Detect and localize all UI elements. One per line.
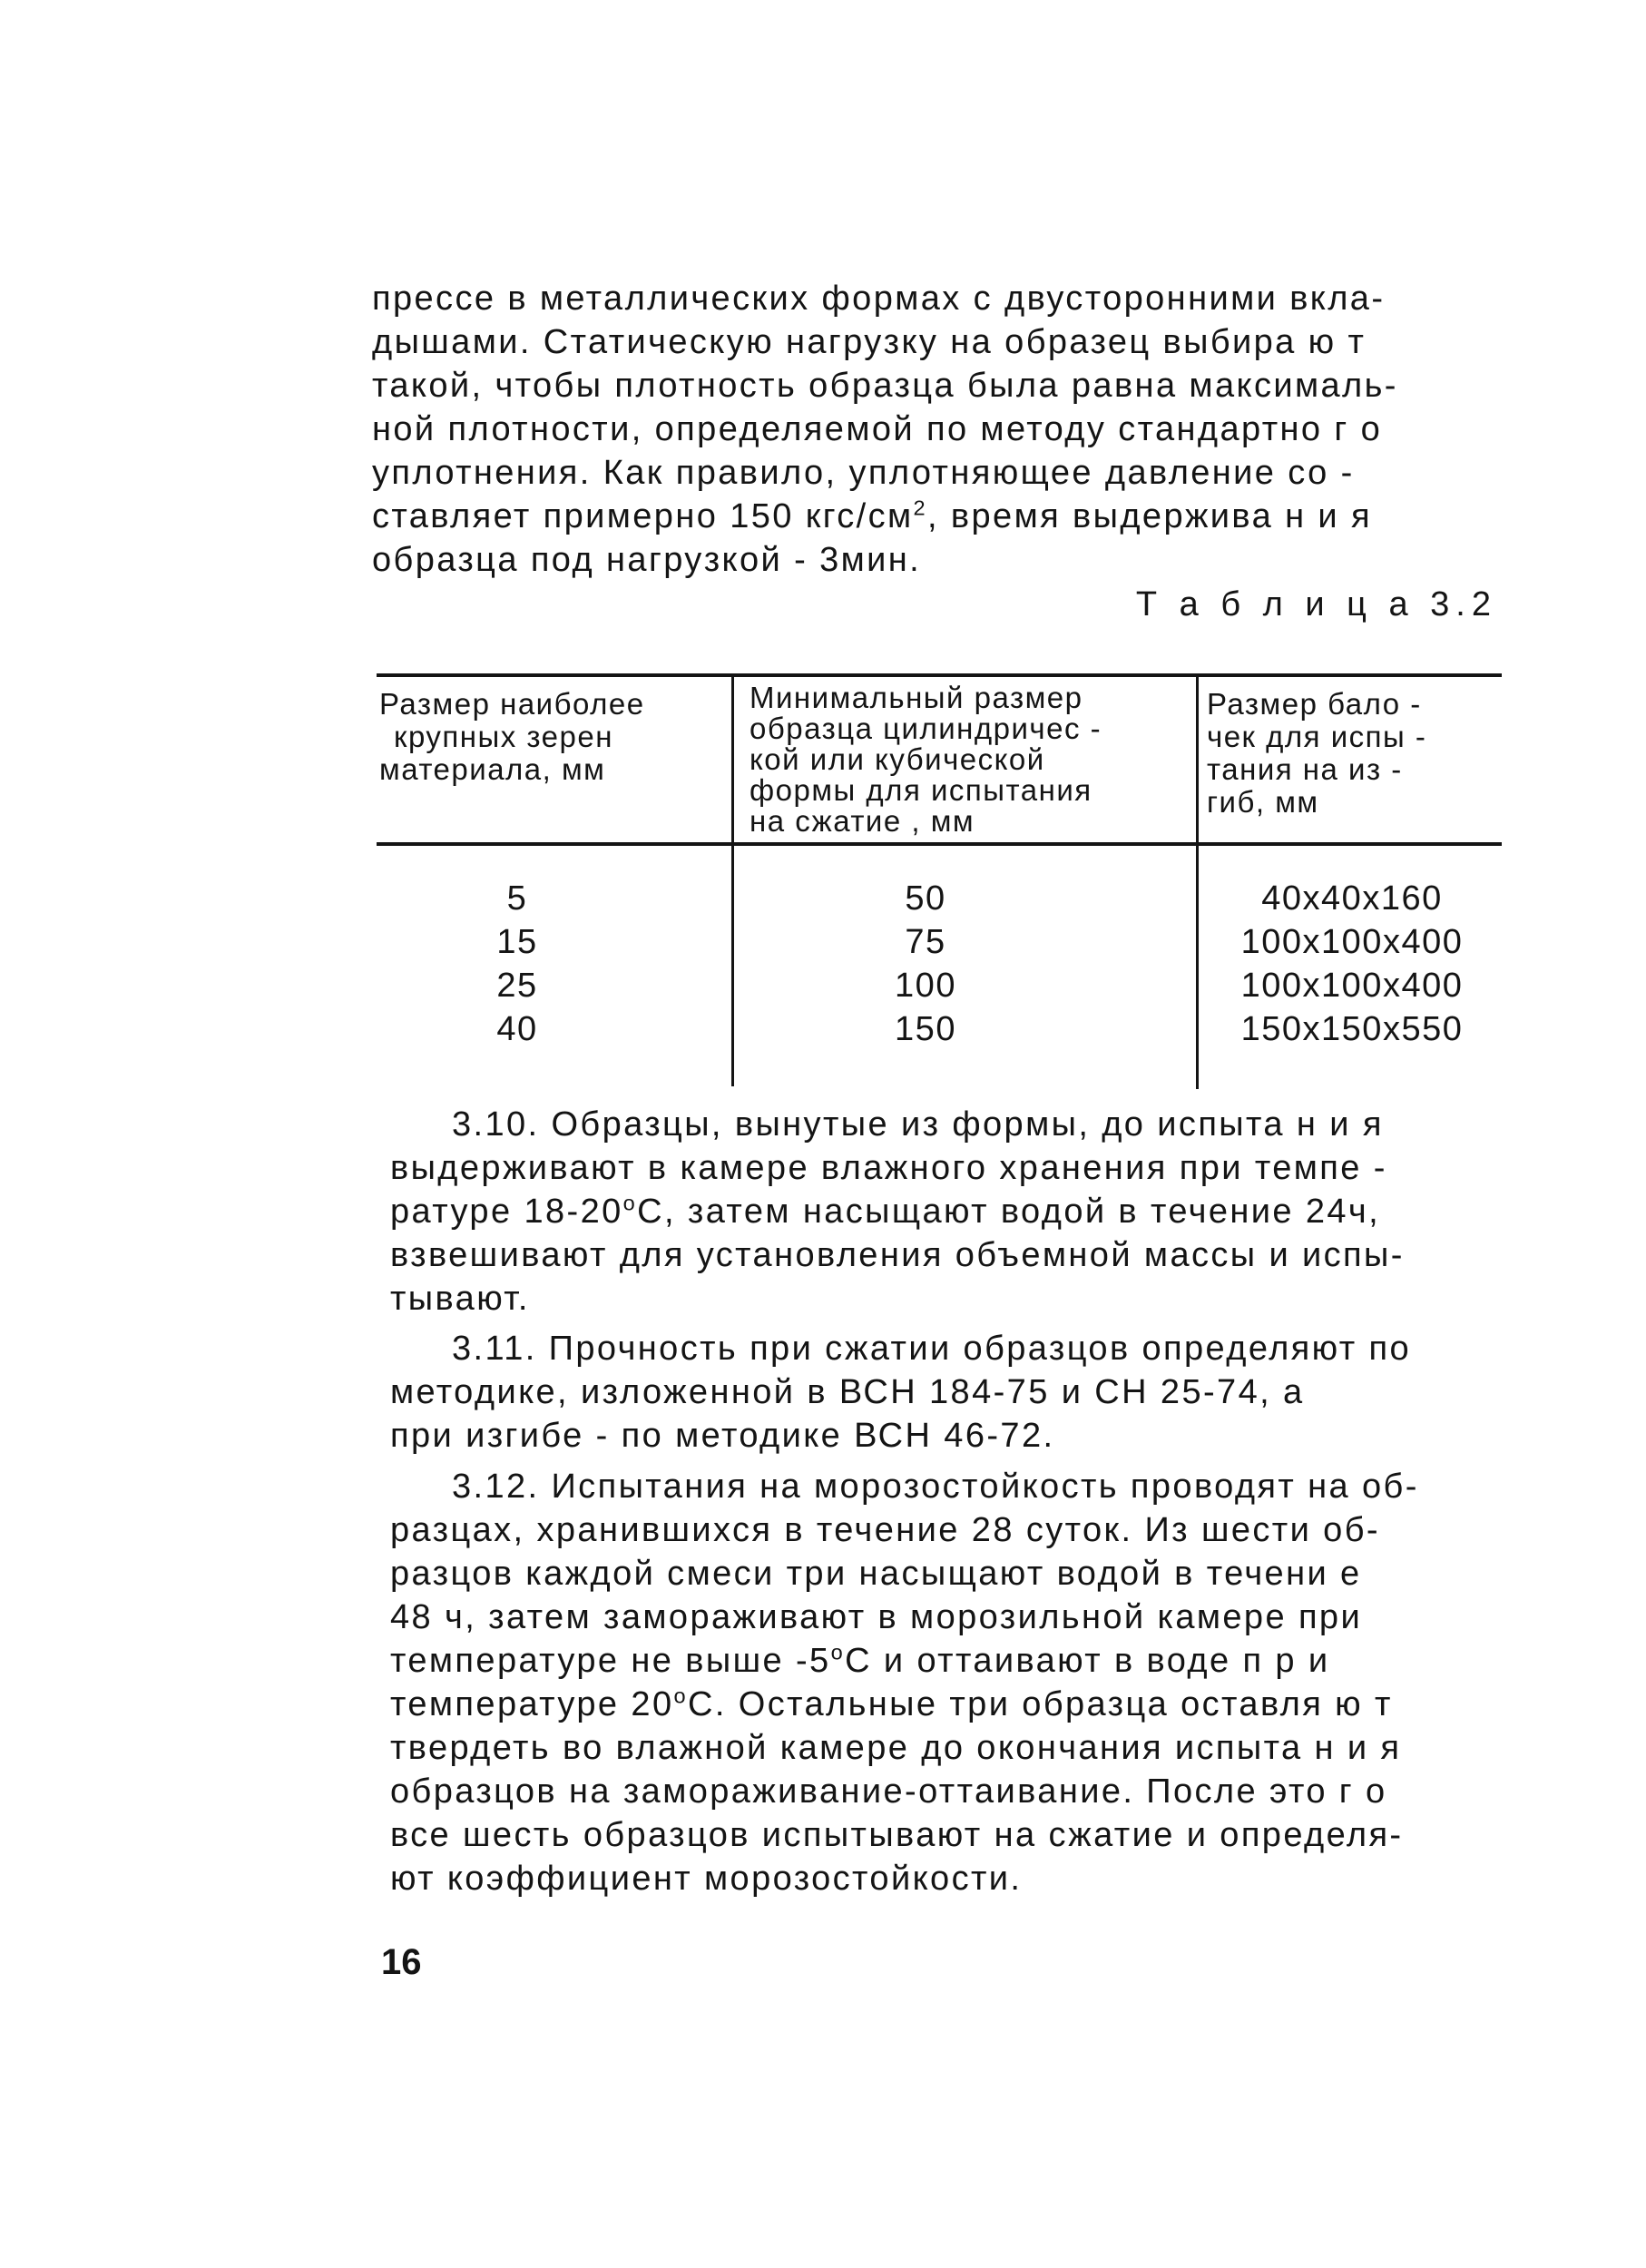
text-line: ют коэффициент морозостойкости.: [390, 1860, 1023, 1898]
table-header-cell: [1207, 688, 1506, 819]
table-cell: 100: [895, 967, 956, 1005]
text-line: при изгибе - по методике ВСН 46-72.: [390, 1417, 1055, 1455]
table-column-beam-size: [1216, 877, 1488, 1051]
text-fragment: температуре 20: [390, 1685, 674, 1723]
header-line: чек для испы -: [1207, 720, 1427, 753]
text-fragment: температуре не выше -5: [390, 1642, 831, 1680]
table-caption: Т а б л и ц а 3.2: [1135, 585, 1497, 623]
table-cell: 25: [496, 967, 538, 1005]
text-line: [390, 1639, 1497, 1683]
header-line: Размер бало -: [1207, 687, 1422, 721]
header-line: гиб, мм: [1207, 785, 1319, 819]
table-cell: 150: [895, 1010, 956, 1048]
table-cell: 15: [496, 923, 538, 961]
superscript: о: [830, 1640, 846, 1664]
header-line: на сжатие , мм: [750, 804, 975, 838]
text-fragment: С и оттаивают в воде п р и: [845, 1642, 1330, 1680]
text-line: 48 ч, затем замораживают в морозильной камере при: [390, 1598, 1363, 1636]
text-line: уплотнения. Как правило, уплотняющее давление со -: [372, 454, 1355, 492]
superscript: 2: [913, 496, 928, 520]
header-line: тания на из -: [1207, 752, 1403, 786]
table-header-cell: [379, 688, 724, 786]
table-header-cell: [750, 682, 1185, 837]
text-line: 3.12. Испытания на морозостойкость проводят на об-: [452, 1468, 1419, 1506]
header-line: крупных зерен: [394, 720, 613, 753]
text-line: методике, изложенной в ВСН 184-75 и СН 25-74, а: [390, 1373, 1305, 1411]
text-line: [390, 1683, 1497, 1726]
header-line: Минимальный размер: [750, 681, 1083, 714]
table-cell: 100x100x400: [1240, 923, 1464, 961]
paragraph-3-11: [390, 1327, 1497, 1458]
table-cell: 40x40x160: [1261, 879, 1443, 918]
table-cell: 100x100x400: [1240, 967, 1464, 1005]
header-line: Размер наиболее: [379, 687, 645, 721]
page-number: 16: [381, 1942, 422, 1982]
table-cell: 40: [496, 1010, 538, 1048]
text-line: разцов каждой смеси три насыщают водой в течени е: [390, 1555, 1362, 1593]
text-line: такой, чтобы плотность образца была равна максималь-: [372, 367, 1398, 405]
text-line: тывают.: [390, 1280, 530, 1318]
table-cell: 75: [905, 923, 946, 961]
superscript: о: [673, 1684, 688, 1708]
text-line: [390, 1190, 1497, 1233]
text-fragment: ставляет примерно 150 кгс/см: [372, 497, 914, 535]
paragraph-3-12: [390, 1465, 1497, 1900]
text-line: твердеть во влажной камере до окончания испыта н и я: [390, 1729, 1402, 1767]
text-fragment: С, затем насыщают водой в течение 24ч,: [637, 1193, 1381, 1231]
table-column-grain-size: [472, 877, 563, 1051]
text-line: ной плотности, определяемой по методу стандартно г о: [372, 410, 1383, 448]
text-line: все шесть образцов испытывают на сжатие и определя-: [390, 1816, 1404, 1854]
text-line: разцах, хранившихся в течение 28 суток. Из шести об-: [390, 1511, 1380, 1549]
text-line: 3.10. Образцы, вынутые из формы, до испыта н и я: [452, 1105, 1384, 1144]
superscript: о: [622, 1191, 638, 1215]
header-line: образца цилиндричес -: [750, 712, 1102, 745]
text-line: [372, 495, 1502, 538]
text-line: прессе в металлических формах с двусторонними вкла-: [372, 280, 1386, 318]
text-line: выдерживают в камере влажного хранения при темпе -: [390, 1149, 1387, 1187]
text-fragment: ратуре 18-20: [390, 1193, 623, 1231]
table-cell: 50: [905, 879, 946, 918]
header-line: материала, мм: [379, 752, 606, 786]
text-line: дышами. Статическую нагрузку на образец выбира ю т: [372, 323, 1367, 361]
text-line: образца под нагрузкой - 3мин.: [372, 541, 922, 579]
header-line: формы для испытания: [750, 773, 1092, 807]
text-fragment: , время выдержива н и я: [927, 497, 1372, 535]
table-cell: 5: [506, 879, 528, 918]
table-cell: 150x150x550: [1240, 1010, 1464, 1048]
text-line: 3.11. Прочность при сжатии образцов определяют по: [452, 1330, 1411, 1368]
header-line: кой или кубической: [750, 742, 1045, 776]
text-line: образцов на замораживание-оттаивание. После это г о: [390, 1772, 1387, 1811]
text-line: взвешивают для установления объемной массы и испы-: [390, 1236, 1405, 1274]
table-top-rule: [377, 673, 1502, 677]
table-column-divider: [1196, 673, 1199, 1089]
table-column-sample-size: [871, 877, 980, 1051]
table-column-divider: [731, 673, 734, 1086]
paragraph-pressing: [372, 277, 1502, 582]
table-header-rule: [377, 842, 1502, 846]
paragraph-3-10: [390, 1103, 1497, 1321]
text-fragment: С. Остальные три образца оставля ю т: [687, 1685, 1393, 1723]
